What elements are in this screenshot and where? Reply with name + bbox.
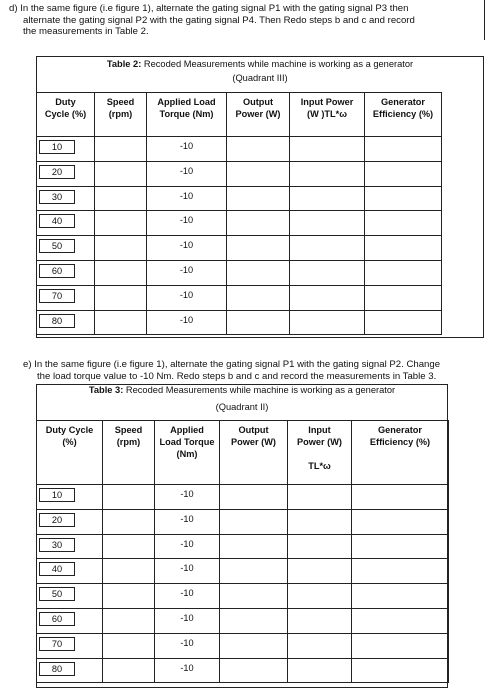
empty-entry-cell[interactable] — [103, 485, 155, 510]
empty-entry-cell[interactable] — [365, 260, 442, 285]
duty-cycle-cell — [37, 285, 95, 310]
table3-header-input-power-line: TL*ω — [308, 461, 331, 471]
table2-header-generator-efficiency-line: Efficiency (%) — [372, 109, 434, 119]
table3-header-input-power-line: Power (W) — [297, 437, 342, 447]
load-torque-cell: -10 — [155, 559, 220, 584]
empty-entry-cell[interactable] — [365, 310, 442, 335]
table2-header-input-power-line: (W )TL*ω — [307, 109, 347, 119]
empty-entry-cell[interactable] — [365, 137, 442, 162]
duty-cycle-cell — [37, 186, 95, 211]
empty-entry-cell[interactable] — [95, 310, 147, 335]
duty-cycle-value: 10 — [39, 488, 75, 502]
table-3 — [36, 420, 449, 683]
duty-cycle-cell — [37, 658, 103, 683]
empty-entry-cell[interactable] — [103, 559, 155, 584]
empty-entry-cell[interactable] — [95, 260, 147, 285]
table-2-quadrant: (Quadrant III) — [232, 73, 288, 83]
table3-header-output-power-line: Power (W) — [231, 437, 276, 447]
empty-entry-cell[interactable] — [95, 137, 147, 162]
empty-entry-cell[interactable] — [220, 584, 288, 609]
duty-cycle-cell — [37, 633, 103, 658]
empty-entry-cell[interactable] — [288, 559, 352, 584]
duty-cycle-value: 40 — [39, 562, 75, 576]
empty-entry-cell[interactable] — [352, 584, 449, 609]
duty-cycle-cell — [37, 310, 95, 335]
empty-entry-cell[interactable] — [227, 310, 290, 335]
empty-entry-cell[interactable] — [95, 211, 147, 236]
table2-header-input-power — [290, 93, 365, 137]
load-torque-cell: -10 — [155, 509, 220, 534]
table3-header-input-power — [288, 421, 352, 485]
duty-cycle-value: 40 — [39, 214, 75, 228]
empty-entry-cell[interactable] — [103, 608, 155, 633]
load-torque-cell: -10 — [147, 285, 227, 310]
step-d-line-1: d) In the same figure (i.e figure 1), alternate the gating signal P1 with the gating signal P3 then — [9, 3, 409, 14]
duty-cycle-cell — [37, 559, 103, 584]
empty-entry-cell[interactable] — [290, 161, 365, 186]
empty-entry-cell[interactable] — [290, 186, 365, 211]
empty-entry-cell[interactable] — [103, 584, 155, 609]
table2-header-input-power-line: Input Power — [300, 97, 354, 107]
step-d-line-2: alternate the gating signal P2 with the gating signal P4. Then Redo steps b and c and record — [23, 14, 415, 26]
table-row — [37, 211, 442, 236]
empty-entry-cell[interactable] — [352, 633, 449, 658]
empty-entry-cell[interactable] — [365, 285, 442, 310]
table-row — [37, 584, 449, 609]
empty-entry-cell[interactable] — [352, 534, 449, 559]
empty-entry-cell[interactable] — [227, 186, 290, 211]
duty-cycle-value: 60 — [39, 264, 75, 278]
empty-entry-cell[interactable] — [352, 485, 449, 510]
table3-header-duty-cycle-line: Duty Cycle — [45, 425, 94, 435]
table-row — [37, 186, 442, 211]
table3-header-input-power-line: Input — [308, 425, 331, 435]
table-row — [37, 608, 449, 633]
table3-header-duty-cycle-line: (%) — [62, 437, 77, 447]
duty-cycle-value: 20 — [39, 513, 75, 527]
empty-entry-cell[interactable] — [227, 211, 290, 236]
empty-entry-cell[interactable] — [288, 633, 352, 658]
empty-entry-cell[interactable] — [220, 559, 288, 584]
step-d-line-3: the measurements in Table 2. — [23, 26, 149, 37]
table2-header-load-torque-line: Applied Load — [157, 97, 216, 107]
empty-entry-cell[interactable] — [290, 236, 365, 261]
load-torque-cell: -10 — [147, 137, 227, 162]
load-torque-cell: -10 — [155, 608, 220, 633]
step-e-paragraph — [23, 359, 489, 382]
right-edge-line — [484, 0, 485, 40]
duty-cycle-cell — [37, 161, 95, 186]
table2-header-output-power — [227, 93, 290, 137]
empty-entry-cell[interactable] — [288, 485, 352, 510]
table-row — [37, 161, 442, 186]
table2-header-speed-line: (rpm) — [108, 109, 133, 119]
empty-entry-cell[interactable] — [365, 186, 442, 211]
duty-cycle-cell — [37, 509, 103, 534]
load-torque-cell: -10 — [147, 186, 227, 211]
empty-entry-cell[interactable] — [352, 509, 449, 534]
table-2-caption-label: Table 2: — [106, 59, 142, 69]
empty-entry-cell[interactable] — [288, 608, 352, 633]
table-3-caption-label: Table 3: — [88, 385, 124, 395]
empty-entry-cell[interactable] — [103, 658, 155, 683]
empty-entry-cell[interactable] — [290, 211, 365, 236]
load-torque-cell: -10 — [147, 161, 227, 186]
empty-entry-cell[interactable] — [220, 658, 288, 683]
table-row — [37, 236, 442, 261]
empty-entry-cell[interactable] — [103, 534, 155, 559]
load-torque-cell: -10 — [155, 658, 220, 683]
table3-header-output-power — [220, 421, 288, 485]
load-torque-cell: -10 — [147, 310, 227, 335]
load-torque-cell: -10 — [155, 485, 220, 510]
duty-cycle-value: 30 — [39, 538, 75, 552]
duty-cycle-cell — [37, 485, 103, 510]
empty-entry-cell[interactable] — [227, 285, 290, 310]
duty-cycle-cell — [37, 534, 103, 559]
table-row — [37, 658, 449, 683]
table-row — [37, 310, 442, 335]
table-3-caption — [37, 385, 447, 395]
step-e-line-1: e) In the same figure (i.e figure 1), alternate the gating signal P1 with the gating signal P2. Change — [23, 359, 441, 370]
empty-entry-cell[interactable] — [220, 485, 288, 510]
empty-entry-cell[interactable] — [103, 633, 155, 658]
table2-header-generator-efficiency — [365, 93, 442, 137]
table3-header-duty-cycle — [37, 421, 103, 485]
empty-entry-cell[interactable] — [365, 161, 442, 186]
duty-cycle-value: 50 — [39, 239, 75, 253]
duty-cycle-value: 50 — [39, 587, 75, 601]
duty-cycle-cell — [37, 137, 95, 162]
duty-cycle-value: 80 — [39, 314, 75, 328]
table3-header-load-torque-line: (Nm) — [176, 449, 198, 459]
empty-entry-cell[interactable] — [288, 509, 352, 534]
table2-header-duty-cycle — [37, 93, 95, 137]
empty-entry-cell[interactable] — [288, 658, 352, 683]
empty-entry-cell[interactable] — [290, 137, 365, 162]
duty-cycle-value: 30 — [39, 190, 75, 204]
duty-cycle-value: 10 — [39, 140, 75, 154]
empty-entry-cell[interactable] — [220, 633, 288, 658]
table-row — [37, 633, 449, 658]
empty-entry-cell[interactable] — [365, 236, 442, 261]
duty-cycle-cell — [37, 236, 95, 261]
table-row — [37, 285, 442, 310]
empty-entry-cell[interactable] — [288, 534, 352, 559]
table3-header-speed — [103, 421, 155, 485]
duty-cycle-cell — [37, 211, 95, 236]
empty-entry-cell[interactable] — [290, 260, 365, 285]
load-torque-cell: -10 — [147, 236, 227, 261]
table2-header-load-torque — [147, 93, 227, 137]
table3-header-load-torque-line: Load Torque — [159, 437, 215, 447]
table3-header-speed-line: Speed — [114, 425, 143, 435]
table3-header-input-power-line — [288, 448, 351, 460]
empty-entry-cell[interactable] — [352, 608, 449, 633]
table3-header-load-torque-line: Applied — [170, 425, 204, 435]
duty-cycle-value: 70 — [39, 289, 75, 303]
table-row — [37, 559, 449, 584]
table2-header-duty-cycle-line: Cycle (%) — [44, 109, 87, 119]
empty-entry-cell[interactable] — [290, 285, 365, 310]
empty-entry-cell[interactable] — [220, 534, 288, 559]
duty-cycle-value: 80 — [39, 662, 75, 676]
empty-entry-cell[interactable] — [227, 137, 290, 162]
empty-entry-cell[interactable] — [288, 584, 352, 609]
empty-entry-cell[interactable] — [227, 236, 290, 261]
duty-cycle-cell — [37, 608, 103, 633]
load-torque-cell: -10 — [155, 633, 220, 658]
duty-cycle-cell — [37, 260, 95, 285]
table-row — [37, 534, 449, 559]
empty-entry-cell[interactable] — [95, 285, 147, 310]
load-torque-cell: -10 — [155, 534, 220, 559]
table-2 — [36, 92, 442, 335]
empty-entry-cell[interactable] — [95, 161, 147, 186]
table-row — [37, 509, 449, 534]
table-row — [37, 260, 442, 285]
load-torque-cell: -10 — [155, 584, 220, 609]
empty-entry-cell[interactable] — [352, 658, 449, 683]
table-3-header-row — [37, 421, 449, 485]
step-d-paragraph — [9, 3, 489, 38]
load-torque-cell: -10 — [147, 211, 227, 236]
table-row — [37, 485, 449, 510]
table3-header-generator-efficiency-line: Efficiency (%) — [369, 437, 431, 447]
table-3-quadrant: (Quadrant II) — [215, 402, 269, 412]
table3-header-speed-line: (rpm) — [116, 437, 141, 447]
table3-header-generator-efficiency — [352, 421, 449, 485]
table-row — [37, 137, 442, 162]
empty-entry-cell[interactable] — [365, 211, 442, 236]
table2-header-speed — [95, 93, 147, 137]
empty-entry-cell[interactable] — [220, 608, 288, 633]
duty-cycle-value: 20 — [39, 165, 75, 179]
duty-cycle-value: 70 — [39, 637, 75, 651]
table2-header-load-torque-line: Torque (Nm) — [159, 109, 214, 119]
step-e-line-2: the load torque value to -10 Nm. Redo steps b and c and record the measurements in Table 3. — [37, 370, 437, 382]
table-2-caption — [37, 59, 483, 69]
duty-cycle-cell — [37, 584, 103, 609]
table3-header-output-power-line: Output — [238, 425, 269, 435]
table2-header-generator-efficiency-line: Generator — [381, 97, 425, 107]
table-2-header-row — [37, 93, 442, 137]
empty-entry-cell[interactable] — [103, 509, 155, 534]
table-2-caption-text: Recoded Measurements while machine is working as a generator — [141, 59, 414, 69]
table2-header-duty-cycle-line: Duty — [55, 97, 76, 107]
empty-entry-cell[interactable] — [290, 310, 365, 335]
table3-header-load-torque — [155, 421, 220, 485]
table-3-caption-text: Recoded Measurements while machine is working as a generator — [123, 385, 396, 395]
table2-header-speed-line: Speed — [106, 97, 135, 107]
table2-header-output-power-line: Output — [242, 97, 274, 107]
empty-entry-cell[interactable] — [227, 161, 290, 186]
table3-header-generator-efficiency-line: Generator — [378, 425, 422, 435]
load-torque-cell: -10 — [147, 260, 227, 285]
empty-entry-cell[interactable] — [352, 559, 449, 584]
empty-entry-cell[interactable] — [95, 236, 147, 261]
duty-cycle-value: 60 — [39, 612, 75, 626]
empty-entry-cell[interactable] — [95, 186, 147, 211]
table2-header-output-power-line: Power (W) — [235, 109, 281, 119]
empty-entry-cell[interactable] — [220, 509, 288, 534]
empty-entry-cell[interactable] — [227, 260, 290, 285]
